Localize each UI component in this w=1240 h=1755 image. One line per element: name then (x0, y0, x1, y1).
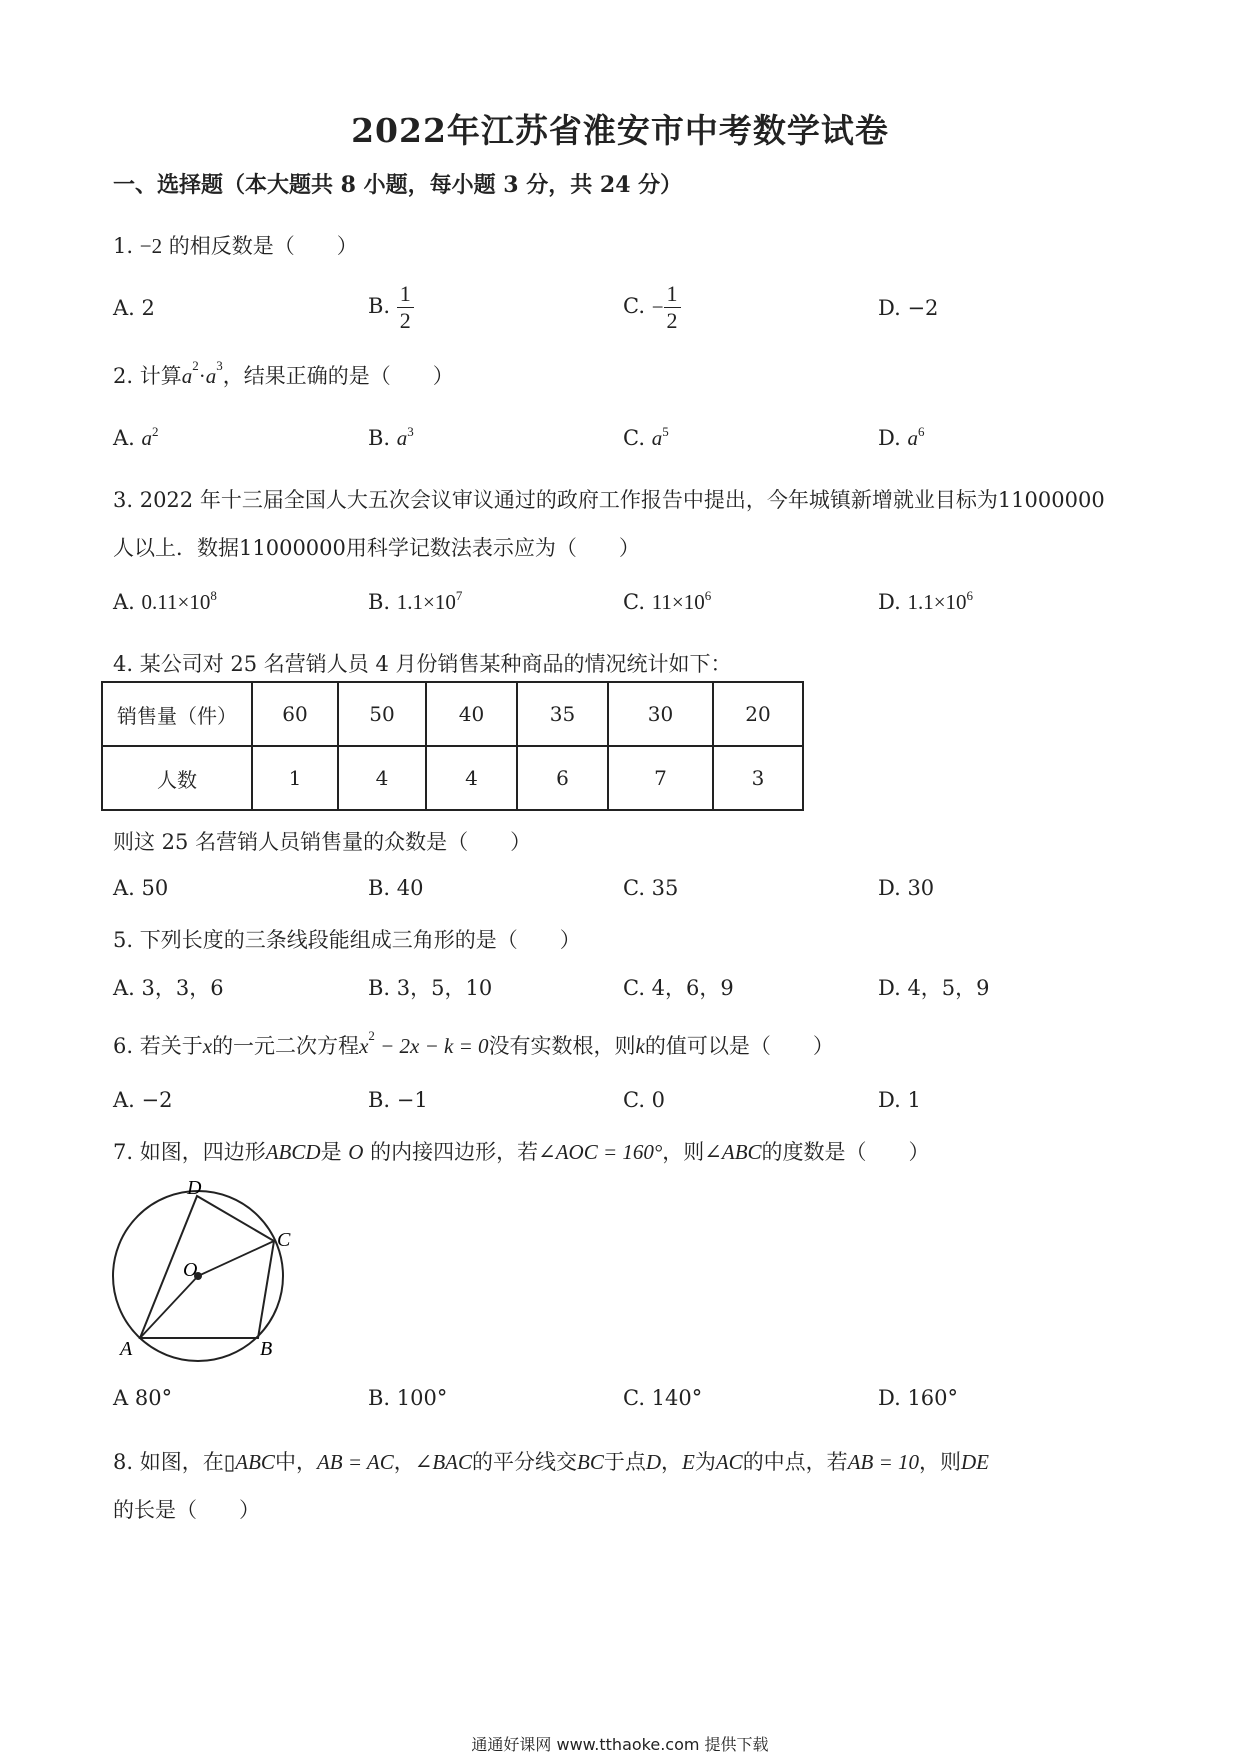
table-cell: 4 (426, 746, 517, 810)
q1-option-a: A. 2 (113, 296, 155, 320)
q4-option-b: B. 40 (368, 876, 424, 900)
question-2: 2. 计算$a^2\cdot a^3$，结果正确的是（ ） (113, 358, 454, 388)
q4-option-d: D. 30 (878, 876, 935, 900)
table-cell: 6 (517, 746, 608, 810)
table-cell: 3 (713, 746, 803, 810)
q5-option-c: C. 4，6，9 (623, 976, 734, 1000)
q4-option-c: C. 35 (623, 876, 679, 900)
table-header-cell: 人数 (102, 746, 252, 810)
label-c: C (277, 1229, 291, 1251)
q7-option-a: A 80° (113, 1386, 173, 1410)
question-3-line-2: 人以上．数据11000000用科学记数法表示应为（ ） (113, 536, 640, 560)
table-cell: 50 (338, 682, 426, 746)
table-header-cell: 销售量（件） (102, 682, 252, 746)
label-o: O (183, 1259, 198, 1281)
q2-option-d: D. $a^6$ (878, 424, 925, 450)
sales-table (101, 681, 804, 811)
q7-option-b: B. 100° (368, 1386, 448, 1410)
q5-option-a: A. 3，3，6 (113, 976, 224, 1000)
label-b: B (260, 1338, 273, 1360)
q5-option-d: D. 4，5，9 (878, 976, 990, 1000)
q3-option-a: A. $0.11\times 10^8$ (113, 588, 217, 614)
q7-circle-figure (110, 1172, 310, 1362)
question-7: 7. 如图，四边形ABCD是 O 的内接四边形，若∠AOC = 160°，则∠ABC的度数是（ ） (113, 1140, 930, 1164)
page-title: 2022年江苏省淮安市中考数学试卷 (351, 111, 889, 150)
label-a: A (120, 1338, 133, 1360)
table-row (102, 682, 803, 746)
q5-option-b: B. 3，5，10 (368, 976, 493, 1000)
table-cell: 4 (338, 746, 426, 810)
table-row (102, 746, 803, 810)
q1-option-b: B. $\frac{1}{2}$ (368, 281, 414, 334)
table-cell: 7 (608, 746, 713, 810)
table-cell: 60 (252, 682, 338, 746)
question-4-followup: 则这 25 名营销人员销售量的众数是（ ） (113, 830, 532, 854)
question-3-line-1: 3. 2022 年十三届全国人大五次会议审议通过的政府工作报告中提出，今年城镇新增就业目标为11000000 (113, 488, 1105, 512)
q6-option-d: D. 1 (878, 1088, 921, 1112)
q1-option-d: D. −2 (878, 296, 939, 320)
q6-option-a: A. −2 (113, 1088, 173, 1112)
q6-option-b: B. −1 (368, 1088, 428, 1112)
table-cell: 35 (517, 682, 608, 746)
table-cell: 1 (252, 746, 338, 810)
q2-option-c: C. $a^5$ (623, 424, 669, 450)
section-heading: 一、选择题（本大题共 8 小题，每小题 3 分，共 24 分） (113, 172, 683, 198)
question-4: 4. 某公司对 25 名营销人员 4 月份销售某种商品的情况统计如下： (113, 652, 732, 676)
question-8-line-2: 的长是（ ） (113, 1498, 260, 1522)
q4-option-a: A. 50 (113, 876, 169, 900)
q7-option-c: C. 140° (623, 1386, 703, 1410)
q3-option-b: B. $1.1\times 10^7$ (368, 588, 463, 614)
q7-option-d: D. 160° (878, 1386, 959, 1410)
label-d: D (187, 1177, 202, 1199)
q2-option-a: A. $a^2$ (113, 424, 159, 450)
footer-credit: 通通好课网 www.tthaoke.com 提供下载 (471, 1735, 769, 1754)
q2-option-b: B. $a^3$ (368, 424, 414, 450)
q3-option-c: C. $11\times 10^6$ (623, 588, 712, 614)
table-cell: 20 (713, 682, 803, 746)
question-1: 1. −2 的相反数是（ ） (113, 234, 358, 258)
table-cell: 30 (608, 682, 713, 746)
question-6: 6. 若关于x的一元二次方程$x^2 - 2x - k = 0$没有实数根，则k的值可以是（ ） (113, 1028, 834, 1058)
question-8-line-1: 8. 如图，在▯ABC中，AB = AC，∠BAC的平分线交BC于点D，E为AC的中点，若AB = 10，则DE (113, 1450, 990, 1474)
q1-option-c: C. − $\frac{1}{2}$ (623, 281, 681, 334)
table-cell: 40 (426, 682, 517, 746)
question-5: 5. 下列长度的三条线段能组成三角形的是（ ） (113, 928, 581, 952)
q6-option-c: C. 0 (623, 1088, 666, 1112)
q3-option-d: D. $1.1\times 10^6$ (878, 588, 974, 614)
